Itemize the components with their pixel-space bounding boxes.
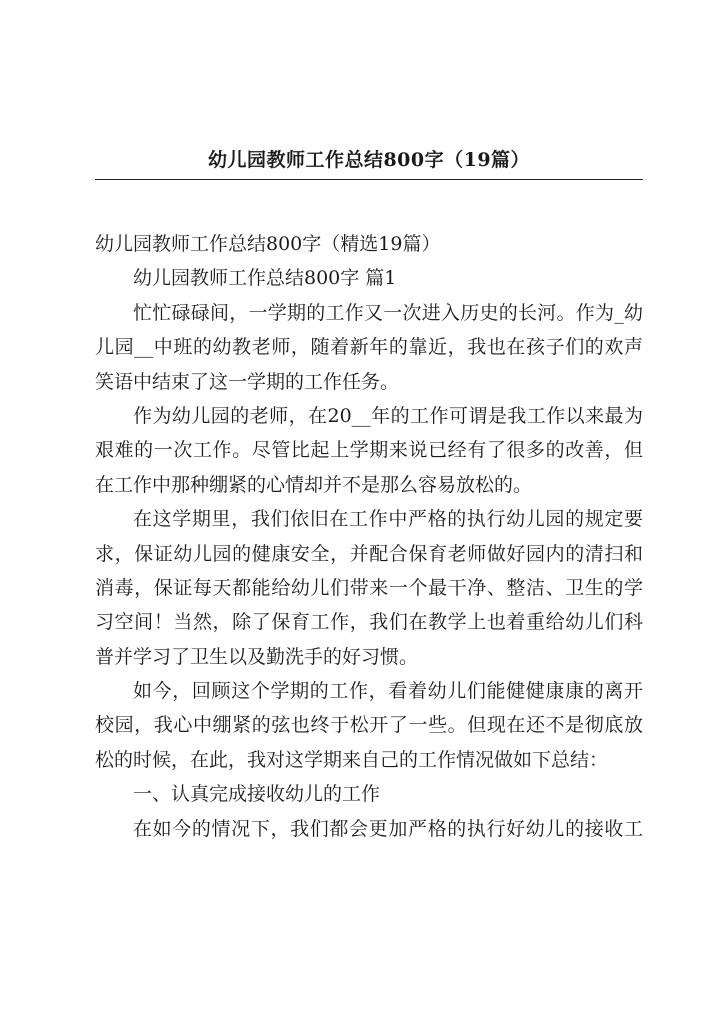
text-line: 忙忙碌碌间，一学期的工作又一次进入历史的长河。作为_幼 — [133, 301, 643, 324]
text-line: 在工作中那种绷紧的心情却并不是那么容易放松的。 — [95, 473, 533, 496]
text-line: 儿园__中班的幼教老师，随着新年的靠近，我也在孩子们的欢声 — [95, 336, 643, 359]
text-line: 幼儿园教师工作总结800字 篇1 — [133, 267, 397, 290]
text-line: 在这学期里，我们依旧在工作中严格的执行幼儿园的规定要 — [133, 508, 643, 531]
document-body — [95, 227, 643, 846]
text-line: 消毒，保证每天都能给幼儿们带来一个最干净、整洁、卫生的学 — [95, 576, 643, 599]
text-line: 校园，我心中绷紧的弦也终于松开了一些。但现在还不是彻底放 — [95, 714, 643, 737]
text-line: 一、认真完成接收幼儿的工作 — [133, 783, 381, 806]
text-line: 松的时候，在此，我对这学期来自己的工作情况做如下总结： — [95, 748, 609, 771]
title-divider — [95, 179, 643, 180]
text-line: 幼儿园教师工作总结800字（精选19篇） — [95, 233, 441, 255]
document-title: 幼儿园教师工作总结800字（19篇） — [207, 149, 531, 171]
text-line: 习空间！当然，除了保育工作，我们在教学上也着重给幼儿们科 — [95, 611, 643, 634]
text-line: 在如今的情况下，我们都会更加严格的执行好幼儿的接收工 — [133, 817, 643, 840]
text-line: 笑语中结束了这一学期的工作任务。 — [95, 370, 400, 393]
text-line: 作为幼儿园的老师，在20__年的工作可谓是我工作以来最为 — [133, 404, 643, 427]
text-line: 艰难的一次工作。尽管比起上学期来说已经有了很多的改善，但 — [95, 439, 643, 462]
text-line: 求，保证幼儿园的健康安全，并配合保育老师做好园内的清扫和 — [95, 542, 643, 565]
text-line: 如今，回顾这个学期的工作，看着幼儿们能健健康康的离开 — [133, 680, 643, 703]
text-line: 普并学习了卫生以及勤洗手的好习惯。 — [95, 645, 419, 668]
